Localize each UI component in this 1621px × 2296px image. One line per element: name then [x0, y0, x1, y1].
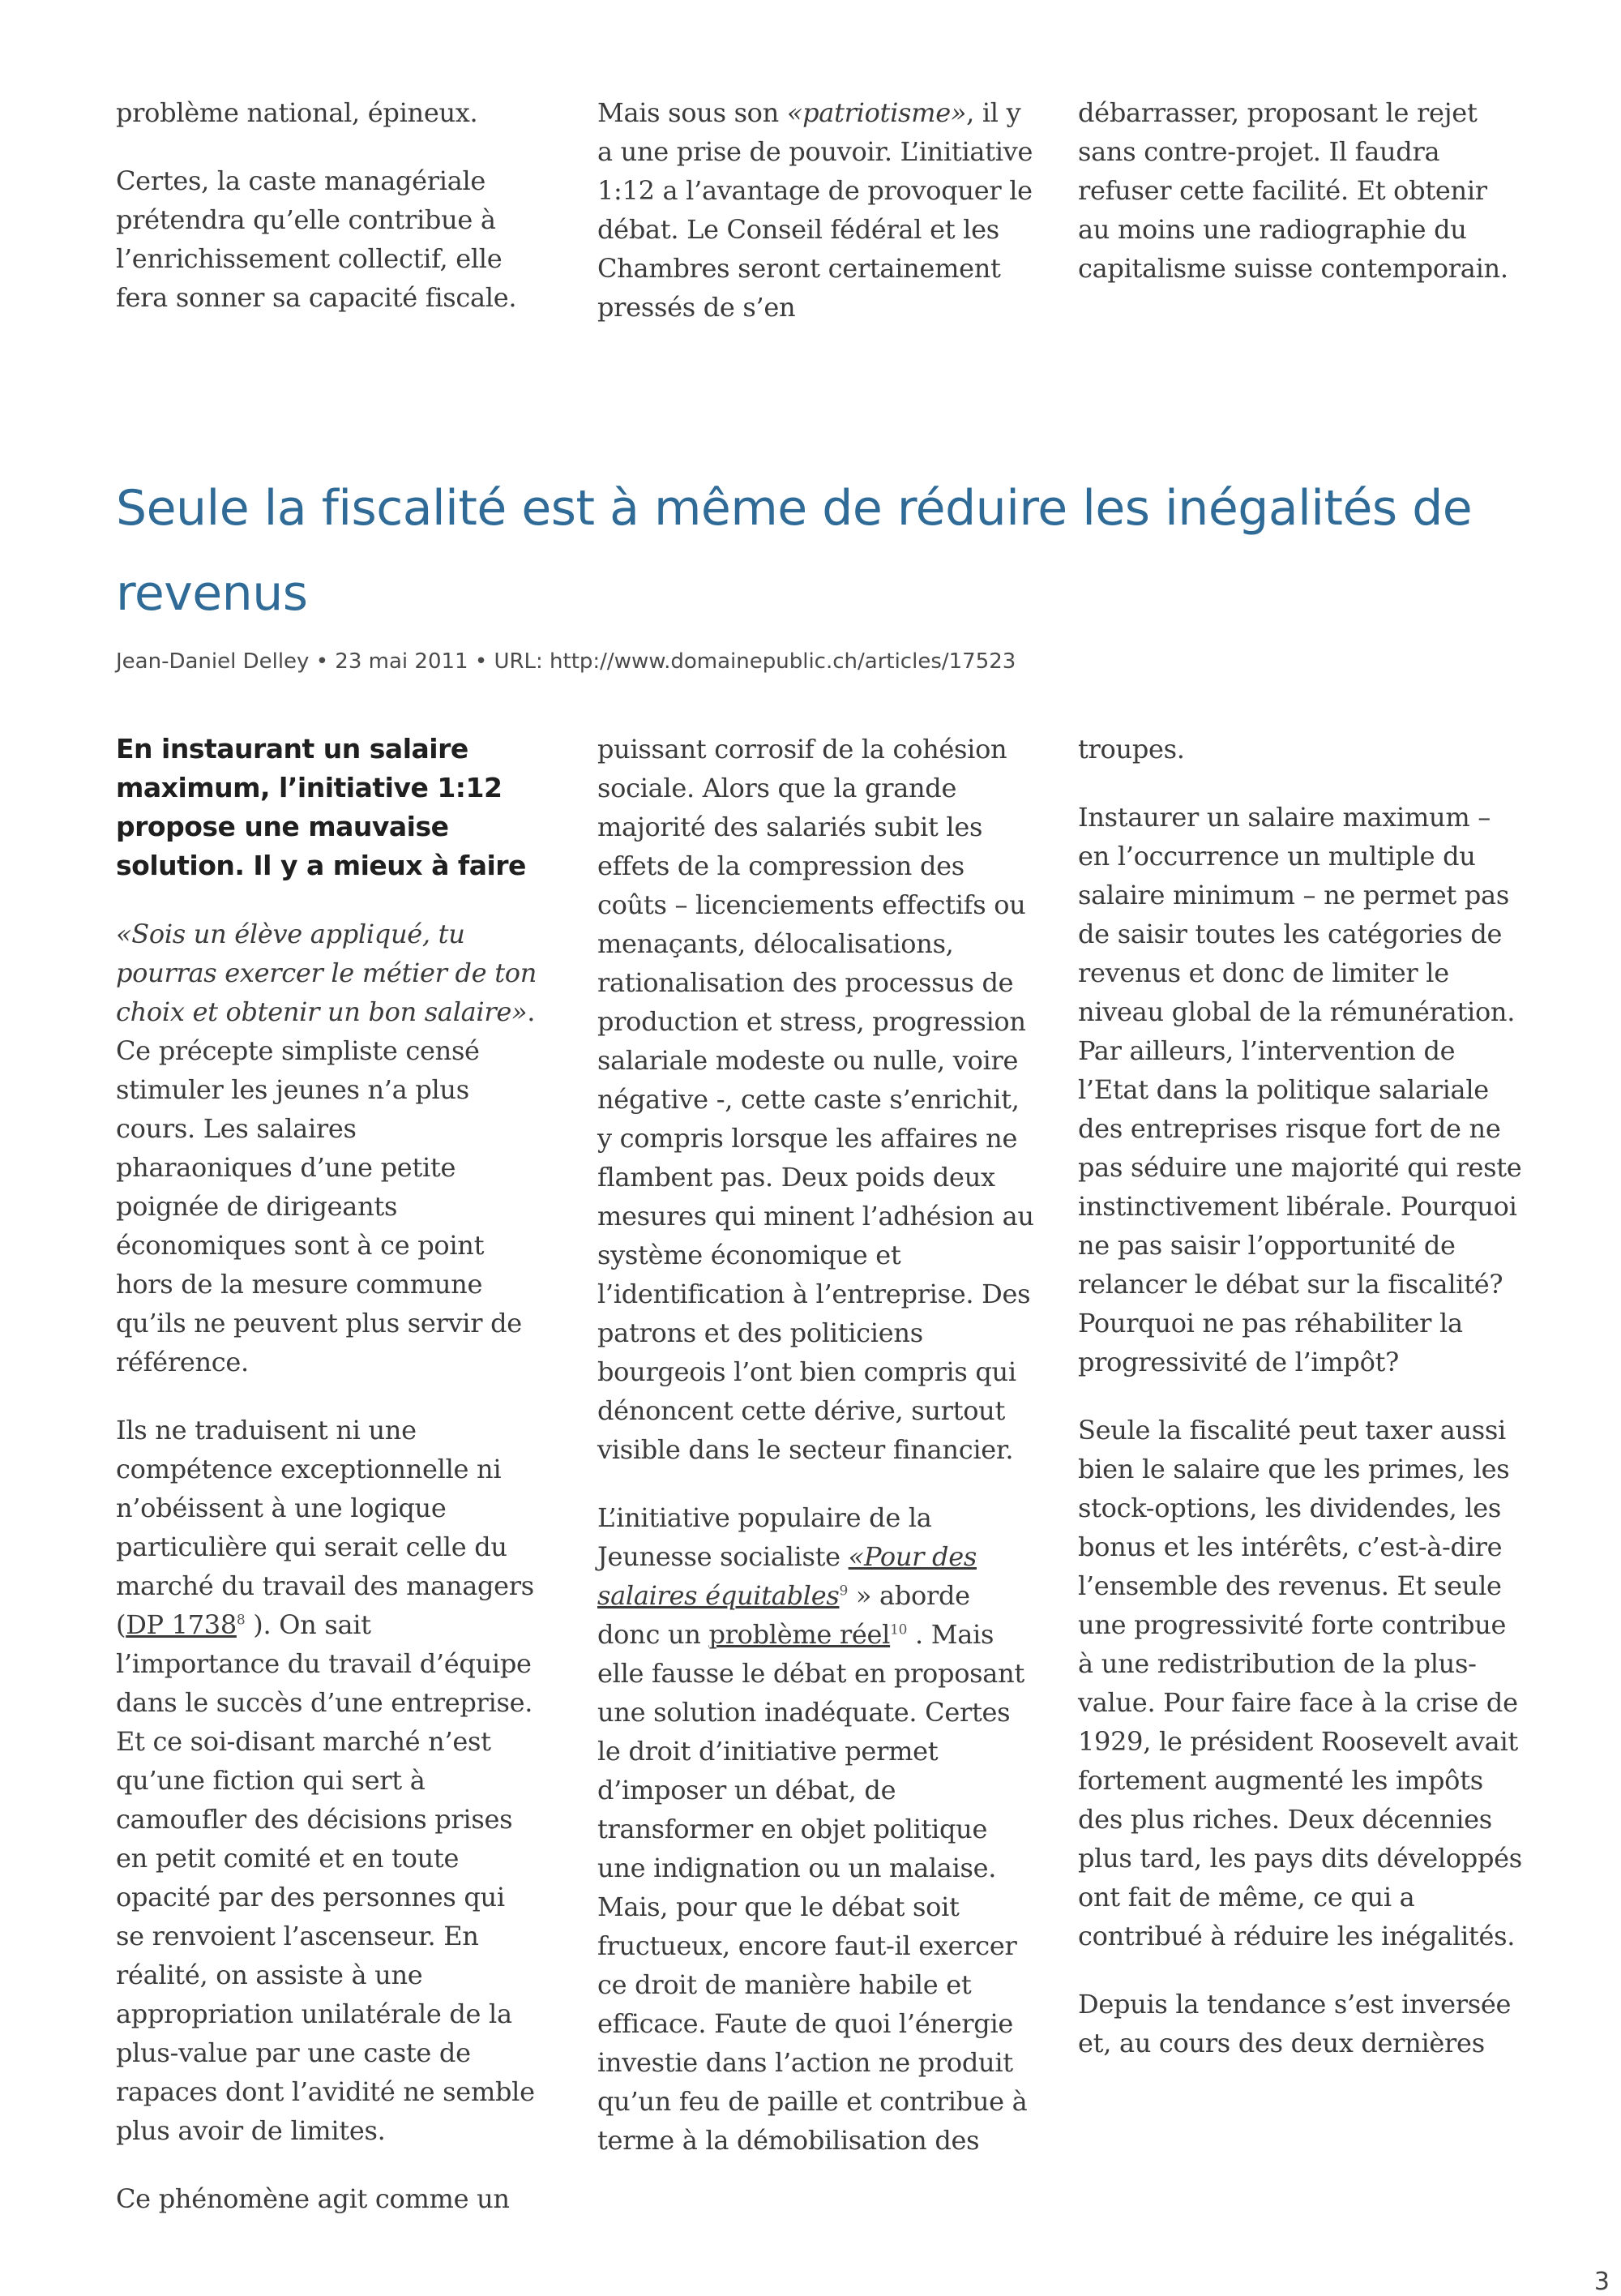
- paragraph: Mais sous son «patriotisme», il y a une prise de pouvoir. L’initiative 1:12 a l’avantage de provoquer le débat. Le Conseil fédéral et les Chambres seront certainement pressés de s’en: [597, 97, 1033, 323]
- footnote-marker: 8: [236, 1612, 246, 1629]
- link-initiative[interactable]: «Pour des salaires équitables: [597, 1541, 977, 1611]
- article-column-1: [116, 730, 537, 2218]
- footnote-marker: 9: [839, 1583, 848, 1600]
- quote: «patriotisme»: [786, 97, 967, 128]
- link-probleme-reel[interactable]: problème réel: [708, 1619, 891, 1650]
- article-lede: En instaurant un salaire maximum, l’initiative 1:12 propose une mauvaise solution. Il y a mieux à faire: [116, 733, 526, 881]
- paragraph: débarrasser, proposant le rejet sans contre-projet. Il faudra refuser cette facilité. Et obtenir au moins une radiographie du capitalisme suisse contemporain.: [1078, 97, 1508, 284]
- paragraph: problème national, épineux.: [116, 97, 478, 128]
- paragraph: troupes.: [1078, 734, 1185, 765]
- paragraph: Seule la fiscalité peut taxer aussi bien le salaire que les primes, les stock-options, les dividendes, les bonus et les intérêts, c’est-à-dire l’ensemble des revenus. Et seule une progressivité forte contribue à une redistribution de la plus-value. Pour faire face à la crise de 1929, le président Roosevelt avait fortement augmenté les impôts des plus riches. Deux décennies plus tard, les pays dits développés ont fait de même, ce qui a contribué à réduire les inégalités.: [1078, 1415, 1522, 1951]
- article-title: Seule la fiscalité est à même de réduire les inégalités de revenus: [116, 480, 1473, 622]
- footnote-marker: 10: [890, 1621, 908, 1638]
- paragraph: puissant corrosif de la cohésion sociale. Alors que la grande majorité des salariés subit les effets de la compression des coûts – licenciements effectifs ou menaçants, délocalisations, rationalisation des processus de production et stress, progression salariale modeste ou nulle, voire négative -, cette caste s’enrichit, y compris lorsque les affaires ne flambent pas. Deux poids deux mesures qui minent l’adhésion au système économique et l’identification à l’entreprise. Des patrons et des politiciens bourgeois l’ont bien compris qui dénoncent cette dérive, surtout visible dans le secteur financier.: [597, 734, 1034, 1465]
- paragraph: Certes, la caste managériale prétendra qu’elle contribue à l’enrichissement collectif, elle fera sonner sa capacité fiscale.: [116, 165, 517, 313]
- link-dp-1738[interactable]: DP 1738: [126, 1609, 237, 1640]
- quote: «Sois un élève appliqué, tu pourras exercer le métier de ton choix et obtenir un bon salaire»: [116, 919, 537, 1027]
- article-meta: Jean-Daniel Delley • 23 mai 2011 • URL: http://www.domainepublic.ch/articles/17523: [116, 649, 1016, 674]
- paragraph: Depuis la tendance s’est inversée et, au cours des deux dernières: [1078, 1989, 1512, 2058]
- paragraph: Ils ne traduisent ni une compétence exceptionnelle ni n’obéissent à une logique particulière qui serait celle du marché du travail des managers (DP 1738$^8$ ). On sait l’importance du travail d’équipe dans le succès d’une entreprise. Et ce soi-disant marché n’est qu’une fiction qui sert à camoufler des décisions prises en petit comité et en toute opacité par des personnes qui se renvoient l’ascenseur. En réalité, on assiste à une appropriation unilatérale de la plus-value par une caste de rapaces dont l’avidité ne semble plus avoir de limites.: [116, 1415, 535, 2146]
- paragraph: L’initiative populaire de la Jeunesse socialiste «Pour des salaires équitables$^9$ » aborde donc un problème réel$^{10}$ . Mais elle fausse le débat en proposant une solution inadéquate. Certes le droit d’initiative permet d’imposer un débat, de transformer en objet politique une indignation ou un malaise. Mais, pour que le débat soit fructueux, encore faut-il exercer ce droit de manière habile et efficace. Faute de quoi l’énergie investie dans l’action ne produit qu’un feu de paille et contribue à terme à la démobilisation des: [597, 1502, 1028, 2156]
- paragraph: Ce phénomène agit comme un: [116, 2183, 510, 2214]
- prev-article-column-2: [597, 93, 1039, 327]
- article-column-2: [597, 730, 1039, 2160]
- article-column-3: [1078, 730, 1524, 2063]
- page-number: 3: [1593, 2268, 1610, 2296]
- prev-article-column-3: [1078, 93, 1524, 288]
- paragraph: «Sois un élève appliqué, tu pourras exercer le métier de ton choix et obtenir un bon salaire». Ce précepte simpliste censé stimuler les jeunes n’a plus cours. Les salaires pharaoniques d’une petite poignée de dirigeants économiques sont à ce point hors de la mesure commune qu’ils ne peuvent plus servir de référence.: [116, 919, 537, 1377]
- prev-article-column-1: [116, 93, 537, 317]
- paragraph: Instaurer un salaire maximum – en l’occurrence un multiple du salaire minimum – ne permet pas de saisir toutes les catégories de revenus et donc de limiter le niveau global de la rémunération. Par ailleurs, l’intervention de l’Etat dans la politique salariale des entreprises risque fort de ne pas séduire une majorité qui reste instinctivement libérale. Pourquoi ne pas saisir l’opportunité de relancer le débat sur la fiscalité? Pourquoi ne pas réhabiliter la progressivité de l’impôt?: [1078, 802, 1522, 1377]
